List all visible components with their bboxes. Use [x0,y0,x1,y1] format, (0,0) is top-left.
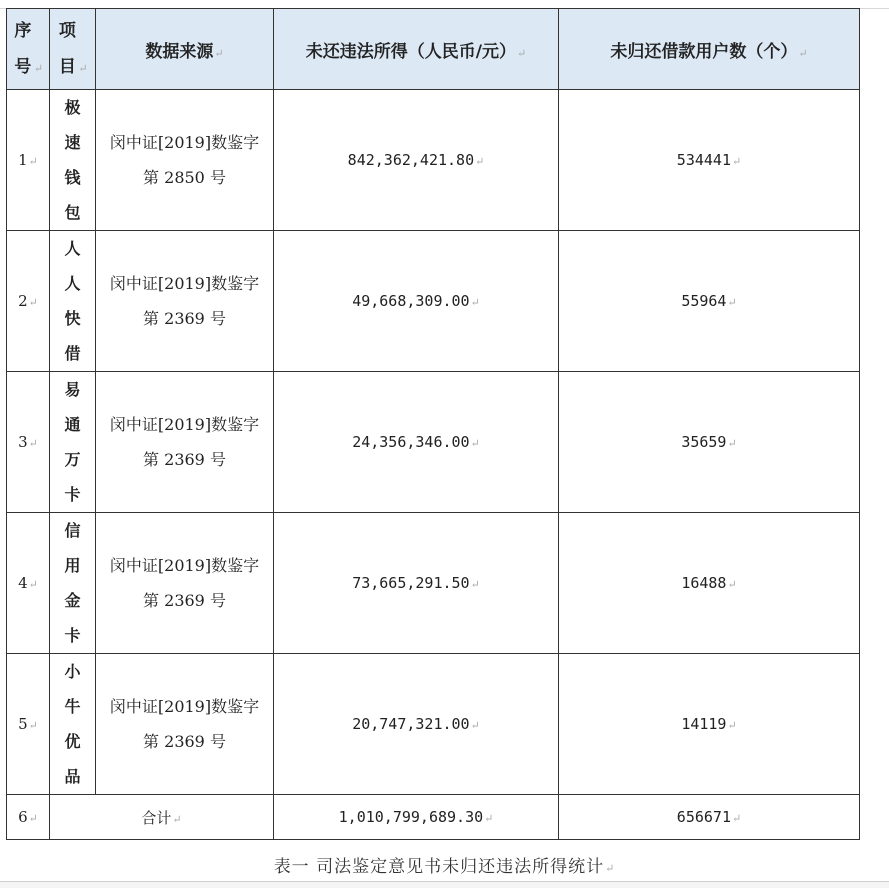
cell-seq: 4↵ [7,513,50,654]
header-seq: 序号 ↵ [7,9,50,90]
table-row [7,372,860,513]
cell-amount: 20,747,321.00↵ [274,654,559,795]
cell-users: 534441↵ [559,90,860,231]
statistics-table [6,8,860,840]
table-caption: 表一 司法鉴定意见书未归还违法所得统计↵ [273,857,616,877]
header-item: 项目 ↵ [50,9,96,90]
cell-source: 闵中证[2019]数鉴字第 2850 号 [96,90,274,231]
cell-item: 人人快借 [50,231,96,372]
cell-users: 55964↵ [559,231,860,372]
total-row [7,795,860,840]
cell-source: 闵中证[2019]数鉴字第 2369 号 [96,513,274,654]
table-row [7,654,860,795]
header-row [7,9,860,90]
cell-amount: 24,356,346.00↵ [274,372,559,513]
cell-seq: 1↵ [7,90,50,231]
table-row [7,231,860,372]
cell-users: 16488↵ [559,513,860,654]
total-users: 656671↵ [559,795,860,840]
cell-source: 闵中证[2019]数鉴字第 2369 号 [96,231,274,372]
cell-source: 闵中证[2019]数鉴字第 2369 号 [96,654,274,795]
header-amount: 未还违法所得（人民币/元）↵ [274,9,559,90]
cell-seq: 6↵ [7,795,50,840]
header-users: 未归还借款用户数（个）↵ [559,9,860,90]
total-label: 合计↵ [50,795,274,840]
header-source: 数据来源↵ [96,9,274,90]
cell-item: 小牛优品 [50,654,96,795]
cell-item: 信用金卡 [50,513,96,654]
cell-source: 闵中证[2019]数鉴字第 2369 号 [96,372,274,513]
table-row [7,90,860,231]
cell-seq: 5↵ [7,654,50,795]
cell-seq: 2↵ [7,231,50,372]
table-row [7,513,860,654]
total-amount: 1,010,799,689.30↵ [274,795,559,840]
cell-item: 易通万卡 [50,372,96,513]
cell-users: 35659↵ [559,372,860,513]
cell-amount: 73,665,291.50↵ [274,513,559,654]
cell-seq: 3↵ [7,372,50,513]
cell-item: 极速钱包 [50,90,96,231]
cell-amount: 49,668,309.00↵ [274,231,559,372]
cell-amount: 842,362,421.80↵ [274,90,559,231]
cell-users: 14119↵ [559,654,860,795]
